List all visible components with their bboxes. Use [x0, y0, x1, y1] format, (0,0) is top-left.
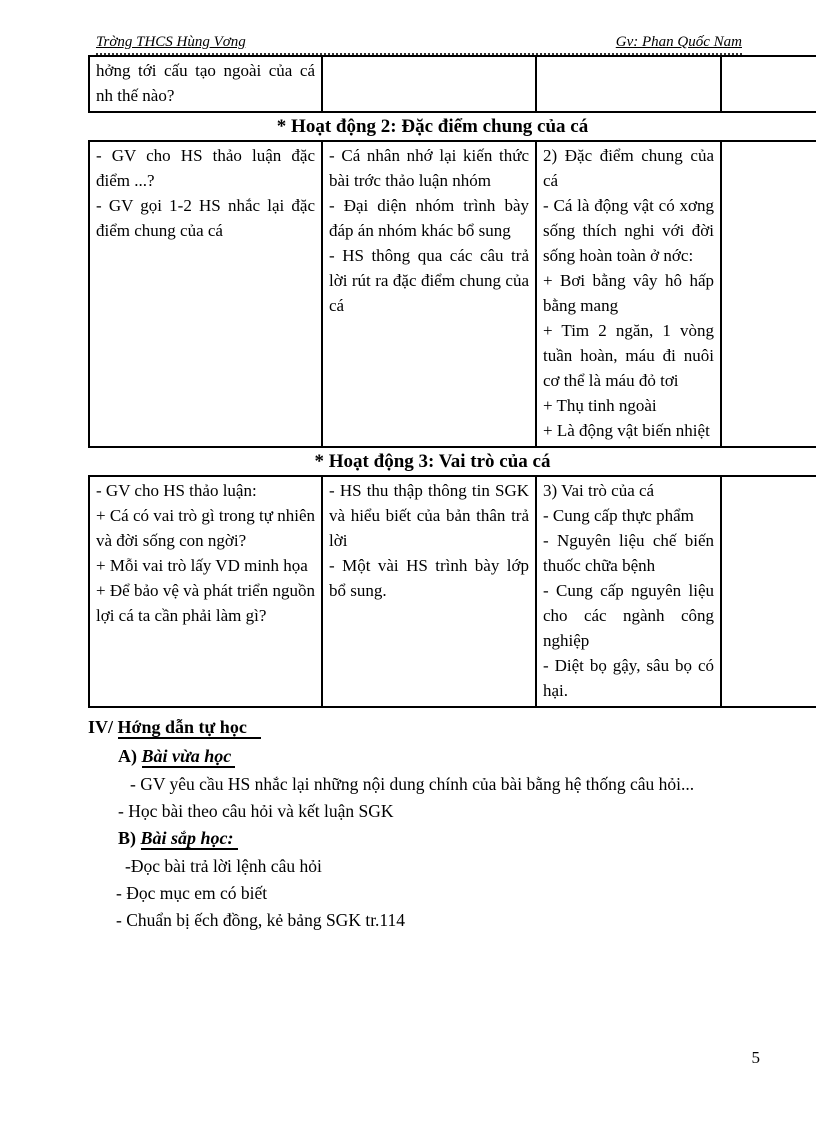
activity2-teacher-cell: [89, 141, 322, 447]
paragraph: - Cá là động vật có xơng sống thích nghi với đời sống hoàn toàn ở nớc:: [543, 196, 714, 265]
paragraph: - Cung cấp thực phẩm: [543, 506, 694, 525]
paragraph: + Để bảo vệ và phát triển nguồn lợi cá ta cần phải làm gì?: [96, 581, 315, 625]
activity2-heading: * Hoạt động 2: Đặc điểm chung của cá: [276, 116, 589, 137]
paragraph: + Mỗi vai trò lấy VD minh họa: [96, 556, 308, 575]
table-row: [89, 56, 816, 112]
paragraph: + Là động vật biến nhiệt: [543, 421, 710, 440]
page-header: [96, 33, 742, 55]
activity2-empty-cell: [721, 141, 816, 447]
carryover-cell-empty-2: [536, 56, 721, 112]
paragraph: - GV cho HS thảo luận đặc điểm ...?: [96, 146, 315, 190]
homework-line: - Chuẩn bị ếch đồng, kẻ bảng SGK tr.114: [116, 910, 406, 930]
table-row: [89, 141, 816, 447]
subsection-b-heading: [118, 825, 816, 852]
homework-line: - Đọc mục em có biết: [116, 883, 268, 903]
table-row: [89, 476, 816, 707]
carryover-cell-empty-1: [322, 56, 536, 112]
paragraph: - Diệt bọ gậy, sâu bọ có hại.: [543, 656, 714, 700]
activity3-empty-cell: [721, 476, 816, 707]
subsection-a-title: Bài vừa học: [142, 746, 236, 768]
activity2-student-cell: [322, 141, 536, 447]
paragraph: - Cá nhân nhớ lại kiến thức bài trớc thảo luận nhóm: [329, 146, 529, 190]
section4-title: Hớng dẫn tự học: [118, 717, 261, 739]
activity3-teacher-cell: [89, 476, 322, 707]
page-number: 5: [751, 1048, 760, 1067]
paragraph: 2) Đặc điểm chung của cá: [543, 146, 714, 190]
activity2-table: [88, 140, 816, 448]
activity3-heading: * Hoạt động 3: Vai trò của cá: [314, 451, 551, 472]
subsection-a-label: A): [118, 746, 137, 766]
carryover-cell-empty-3: [721, 56, 816, 112]
homework-line: - Học bài theo câu hỏi và kết luận SGK: [118, 801, 394, 821]
section4-title-line: [88, 714, 816, 741]
subsection-b-label: B): [118, 828, 136, 848]
subsection-b-title: Bài sắp học:: [141, 828, 238, 850]
carryover-table: [88, 55, 816, 113]
paragraph: - Nguyên liệu chế biến thuốc chữa bệnh: [543, 531, 714, 575]
paragraph: + Bơi bằng vây hô hấp bằng mang: [543, 271, 714, 315]
paragraph: + Thụ tinh ngoài: [543, 396, 657, 415]
section-self-study: [88, 714, 816, 934]
paragraph: 3) Vai trò của cá: [543, 481, 655, 500]
paragraph: + Cá có vai trò gì trong tự nhiên và đời sống con ngời?: [96, 506, 315, 550]
activity2-content-cell: [536, 141, 721, 447]
paragraph: hởng tới cấu tạo ngoài của cá nh thế nào?: [96, 61, 315, 105]
subsection-a-heading: [118, 743, 816, 770]
paragraph: - Cung cấp nguyên liệu cho các ngành công nghiệp: [543, 581, 714, 650]
header-school-name: Trờng THCS Hùng Vơng: [96, 34, 246, 50]
paragraph: + Tim 2 ngăn, 1 vòng tuần hoàn, máu đi nuôi cơ thể là máu đỏ tơi: [543, 321, 714, 390]
activity3-student-cell: [322, 476, 536, 707]
header-teacher-name: Gv: Phan Quốc Nam: [615, 34, 742, 50]
activity3-table: [88, 475, 816, 708]
paragraph: - Một vài HS trình bày lớp bổ sung.: [329, 556, 529, 600]
paragraph: - GV gọi 1-2 HS nhắc lại đặc điểm chung của cá: [96, 196, 315, 240]
paragraph: - HS thu thập thông tin SGK và hiểu biết của bản thân trả lời: [329, 481, 529, 550]
homework-line: - GV yêu cầu HS nhắc lại những nội dung chính của bài bằng hệ thống câu hỏi...: [130, 774, 695, 794]
paragraph: - GV cho HS thảo luận:: [96, 481, 257, 500]
homework-line: -Đọc bài trả lời lệnh câu hỏi: [125, 856, 322, 876]
carryover-cell-question: [89, 56, 322, 112]
paragraph: - Đại diện nhóm trình bày đáp án nhóm khác bổ sung: [329, 196, 529, 240]
section4-number: IV/: [88, 717, 114, 737]
paragraph: - HS thông qua các câu trả lời rút ra đặc điểm chung của cá: [329, 246, 529, 315]
activity3-content-cell: [536, 476, 721, 707]
